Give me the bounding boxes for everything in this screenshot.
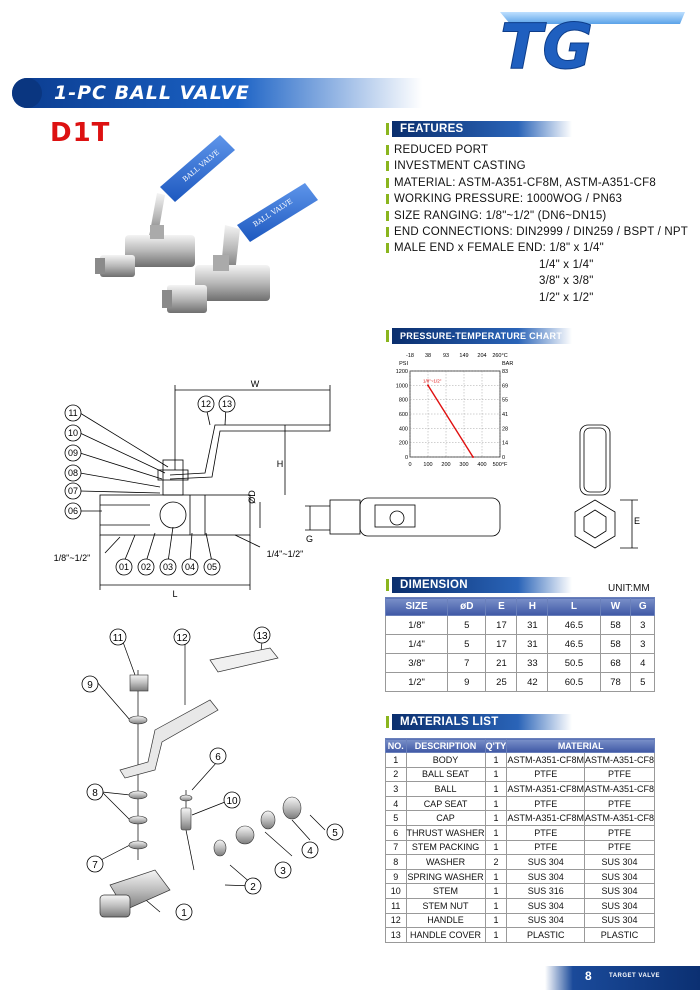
dimension-cell: 17: [486, 616, 517, 635]
model-code: D1T: [50, 118, 111, 148]
y-right-tick-label: 55: [502, 397, 509, 404]
dimension-row: [386, 635, 655, 654]
materials-cell: STEM: [406, 884, 485, 899]
thread-left: 1/8"~1/2": [53, 553, 91, 563]
y-right-tick-label: 28: [502, 426, 509, 433]
handle-label-1: BALL VALVE: [181, 148, 222, 184]
dimension-cell: 21: [486, 654, 517, 673]
legend-label: 1/8"~1/2": [423, 378, 442, 384]
materials-cell: 1: [485, 796, 507, 811]
footer-brand: TARGET VALVE: [609, 973, 660, 979]
part-number: 4: [307, 846, 313, 857]
series-point: [427, 384, 429, 386]
materials-row: [386, 855, 655, 870]
materials-cell: SUS 304: [507, 855, 585, 870]
tg-logo: [480, 2, 695, 74]
x-tick-label: 100: [423, 462, 433, 468]
materials-row: [386, 825, 655, 840]
part-number: 11: [112, 633, 124, 644]
side-drawing: [300, 420, 540, 550]
materials-cell: BODY: [406, 753, 485, 768]
part-number: 1: [181, 908, 187, 919]
dimension-cell: 58: [600, 635, 631, 654]
materials-cell: 1: [485, 884, 507, 899]
y-tick-label: 1000: [395, 383, 408, 390]
materials-row: [386, 884, 655, 899]
feature-sub-item: 3/8" x 3/8": [539, 275, 594, 288]
materials-cell: HANDLE COVER: [406, 928, 485, 943]
dimension-row: [386, 616, 655, 635]
materials-row: [386, 796, 655, 811]
y-tick-label: 800: [398, 397, 408, 404]
x-tick-label: 200: [441, 462, 451, 468]
materials-cell: ASTM-A351-CF8M: [507, 782, 585, 797]
feature-sub-item: 1/2" x 1/2": [539, 291, 594, 304]
y-tick-label: 1200: [395, 369, 408, 375]
y-tick-label: 0: [404, 455, 408, 461]
materials-label: MATERIALS LIST: [392, 714, 572, 730]
col-header: L: [548, 598, 600, 616]
page-number: 8: [585, 969, 592, 983]
dimension-label: DIMENSION: [392, 577, 572, 593]
col-header: Q'TY: [485, 740, 507, 751]
feature-item: SIZE RANGING: 1/8"~1/2" (DN6~DN15): [386, 208, 686, 224]
materials-cell: 9: [386, 869, 407, 884]
materials-cell: 1: [485, 869, 507, 884]
part-number: 10: [226, 796, 238, 807]
materials-cell: STEM PACKING: [406, 840, 485, 855]
y-right-tick-label: 14: [502, 440, 509, 447]
dim-w: W: [250, 379, 260, 389]
materials-cell: PLASTIC: [584, 928, 654, 943]
dimension-table: [385, 597, 655, 692]
materials-cell: PTFE: [507, 840, 585, 855]
dimension-cell: 50.5: [548, 654, 600, 673]
materials-table: [385, 738, 655, 943]
feature-item: INVESTMENT CASTING: [386, 158, 686, 174]
dimension-cell: 5: [448, 635, 486, 654]
materials-cell: 13: [386, 928, 407, 943]
dimension-cell: 68: [600, 654, 631, 673]
y-axis-label: PSI: [399, 361, 408, 367]
callout: 07: [67, 486, 79, 496]
feature-item: WORKING PRESSURE: 1000WOG / PN63: [386, 191, 686, 207]
materials-cell: 12: [386, 913, 407, 928]
materials-cell: 1: [485, 898, 507, 913]
callout: 12: [200, 399, 212, 409]
dimension-cell: 1/8": [386, 616, 448, 635]
x-tick-label: 400: [477, 462, 487, 468]
callout: 08: [67, 468, 79, 478]
materials-row: [386, 767, 655, 782]
dimension-cell: 42: [517, 673, 548, 692]
materials-row: [386, 869, 655, 884]
dimension-cell: 9: [448, 673, 486, 692]
dim-h: H: [276, 459, 284, 469]
dimension-cell: 58: [600, 616, 631, 635]
col-header: H: [517, 598, 548, 616]
materials-cell: 7: [386, 840, 407, 855]
dim-d: ØD: [247, 490, 257, 504]
part-number: 12: [176, 633, 188, 644]
materials-cell: ASTM-A351-CF8: [584, 753, 654, 768]
callout: 04: [184, 562, 196, 572]
dimension-cell: 3: [631, 616, 655, 635]
dimension-cell: 33: [517, 654, 548, 673]
x-tick-label: 500°F: [492, 462, 508, 468]
materials-cell: STEM NUT: [406, 898, 485, 913]
callout: 02: [140, 562, 152, 572]
materials-cell: HANDLE: [406, 913, 485, 928]
materials-cell: ASTM-A351-CF8M: [507, 811, 585, 826]
col-header: NO.: [386, 739, 407, 753]
materials-cell: 4: [386, 796, 407, 811]
materials-cell: PTFE: [584, 825, 654, 840]
materials-cell: SUS 304: [584, 855, 654, 870]
materials-cell: SUS 304: [507, 913, 585, 928]
materials-cell: SUS 316: [507, 884, 585, 899]
dimension-cell: 46.5: [548, 616, 600, 635]
callout: 05: [206, 562, 218, 572]
x-top-tick-label: -18: [406, 353, 414, 359]
materials-row: [386, 840, 655, 855]
y-tick-label: 400: [398, 426, 408, 433]
dimension-header-row: [386, 598, 655, 616]
materials-cell: 1: [485, 782, 507, 797]
page-footer: [545, 966, 700, 990]
y-right-tick-label: 41: [502, 412, 509, 418]
logo-text: TG: [500, 10, 594, 74]
y-right-tick-label: 83: [502, 369, 509, 375]
callout: 11: [68, 408, 78, 418]
handle-label-2: BALL VALVE: [251, 197, 295, 229]
x-top-tick-label: 260°C: [492, 353, 508, 359]
callout: 13: [221, 399, 233, 409]
materials-cell: 2: [485, 855, 507, 870]
materials-cell: 5: [386, 811, 407, 826]
part-number: 7: [92, 860, 98, 871]
materials-cell: 10: [386, 884, 407, 899]
y-tick-label: 200: [398, 440, 408, 447]
materials-cell: SUS 304: [584, 869, 654, 884]
part-number: 9: [87, 680, 93, 691]
materials-cell: PTFE: [507, 796, 585, 811]
y-right-tick-label: 0: [502, 455, 506, 461]
dimension-cell: 46.5: [548, 635, 600, 654]
materials-cell: BALL: [406, 782, 485, 797]
materials-row: [386, 753, 655, 768]
x-top-tick-label: 93: [442, 353, 450, 359]
dimension-cell: 1/2": [386, 673, 448, 692]
materials-cell: CAP: [406, 811, 485, 826]
materials-cell: ASTM-A351-CF8: [584, 811, 654, 826]
materials-cell: SUS 304: [584, 898, 654, 913]
feature-sub-item: 1/4" x 1/4": [539, 258, 594, 271]
col-header: MATERIAL: [507, 739, 655, 753]
materials-cell: PTFE: [584, 840, 654, 855]
materials-cell: 1: [386, 753, 407, 768]
part-number: 8: [92, 788, 98, 799]
callout: 03: [162, 562, 174, 572]
materials-cell: 1: [485, 825, 507, 840]
materials-cell: 11: [386, 898, 407, 913]
dimension-cell: 4: [631, 654, 655, 673]
materials-cell: PLASTIC: [507, 928, 585, 943]
dimension-cell: 60.5: [548, 673, 600, 692]
materials-cell: PTFE: [507, 825, 585, 840]
part-number: 6: [215, 752, 221, 763]
col-header: E: [486, 598, 517, 616]
features-list: [386, 142, 689, 306]
top-drawing: [570, 420, 650, 555]
feature-item: REDUCED PORT: [386, 142, 686, 158]
materials-cell: WASHER: [406, 855, 485, 870]
col-header: DESCRIPTION: [406, 739, 485, 753]
unit-label: UNIT:MM: [608, 583, 650, 594]
dimension-row: [386, 654, 655, 673]
materials-cell: SUS 304: [584, 913, 654, 928]
feature-item: END CONNECTIONS: DIN2999 / DIN259 / BSPT / NPT: [386, 224, 686, 240]
materials-cell: 1: [485, 840, 507, 855]
materials-cell: SPRING WASHER: [406, 869, 485, 884]
dimension-cell: 7: [448, 654, 486, 673]
materials-cell: BALL SEAT: [406, 767, 485, 782]
materials-header-row: [386, 739, 655, 753]
materials-cell: 3: [386, 782, 407, 797]
materials-row: [386, 928, 655, 943]
materials-row: [386, 782, 655, 797]
dimension-cell: 5: [448, 616, 486, 635]
part-number: 13: [256, 631, 268, 642]
dimension-cell: 78: [600, 673, 631, 692]
materials-cell: PTFE: [584, 767, 654, 782]
materials-cell: 1: [485, 753, 507, 768]
materials-row: [386, 913, 655, 928]
y-right-tick-label: 69: [502, 383, 509, 390]
callout: 09: [67, 448, 79, 458]
y-tick-label: 600: [398, 412, 408, 418]
materials-row: [386, 811, 655, 826]
materials-cell: THRUST WASHER: [406, 825, 485, 840]
y-right-axis-label: BAR: [502, 361, 514, 367]
materials-cell: 6: [386, 825, 407, 840]
materials-cell: ASTM-A351-CF8: [584, 782, 654, 797]
dimension-cell: 17: [486, 635, 517, 654]
materials-cell: CAP SEAT: [406, 796, 485, 811]
features-label: FEATURES: [392, 121, 572, 137]
part-number: 3: [280, 866, 286, 877]
callout: 01: [118, 562, 130, 572]
materials-cell: PTFE: [584, 796, 654, 811]
col-header: SIZE: [386, 598, 448, 616]
dimension-cell: 31: [517, 635, 548, 654]
dim-e: E: [634, 516, 641, 526]
materials-cell: SUS 304: [584, 884, 654, 899]
materials-cell: 1: [485, 767, 507, 782]
materials-cell: ASTM-A351-CF8M: [507, 753, 585, 768]
x-tick-label: 300: [459, 462, 469, 468]
x-tick-label: 0: [408, 462, 412, 468]
dim-g: G: [306, 534, 314, 544]
feature-item: MATERIAL: ASTM-A351-CF8M, ASTM-A351-CF8: [386, 175, 686, 191]
part-number: 5: [332, 828, 338, 839]
materials-cell: PTFE: [507, 767, 585, 782]
materials-cell: 1: [485, 913, 507, 928]
materials-row: [386, 898, 655, 913]
materials-cell: 2: [386, 767, 407, 782]
materials-cell: 1: [485, 928, 507, 943]
col-header: øD: [448, 598, 486, 616]
x-top-tick-label: 204: [477, 353, 487, 359]
col-header: G: [631, 598, 655, 616]
dimension-cell: 1/4": [386, 635, 448, 654]
exploded-view: [70, 620, 370, 940]
dim-l: L: [172, 589, 178, 599]
materials-cell: SUS 304: [507, 869, 585, 884]
dimension-cell: 25: [486, 673, 517, 692]
x-top-tick-label: 38: [424, 353, 432, 359]
thread-right: 1/4"~1/2": [266, 549, 304, 559]
title-bar: [12, 78, 422, 108]
dimension-cell: 31: [517, 616, 548, 635]
part-number: 2: [250, 882, 256, 893]
materials-cell: SUS 304: [507, 898, 585, 913]
materials-cell: 8: [386, 855, 407, 870]
dimension-row: [386, 673, 655, 692]
callout: 10: [67, 428, 79, 438]
chart-label: PRESSURE-TEMPERATURE CHART: [392, 328, 572, 344]
x-top-tick-label: 149: [459, 353, 469, 359]
col-header: W: [600, 598, 631, 616]
dimension-cell: 3: [631, 635, 655, 654]
dimension-cell: 5: [631, 673, 655, 692]
product-photo: [85, 125, 345, 340]
page-title: 1-PC BALL VALVE: [54, 82, 250, 104]
feature-item: MALE END x FEMALE END: 1/8" x 1/4": [386, 240, 686, 256]
materials-cell: 1: [485, 811, 507, 826]
callout: 06: [67, 506, 79, 516]
dimension-cell: 3/8": [386, 654, 448, 673]
